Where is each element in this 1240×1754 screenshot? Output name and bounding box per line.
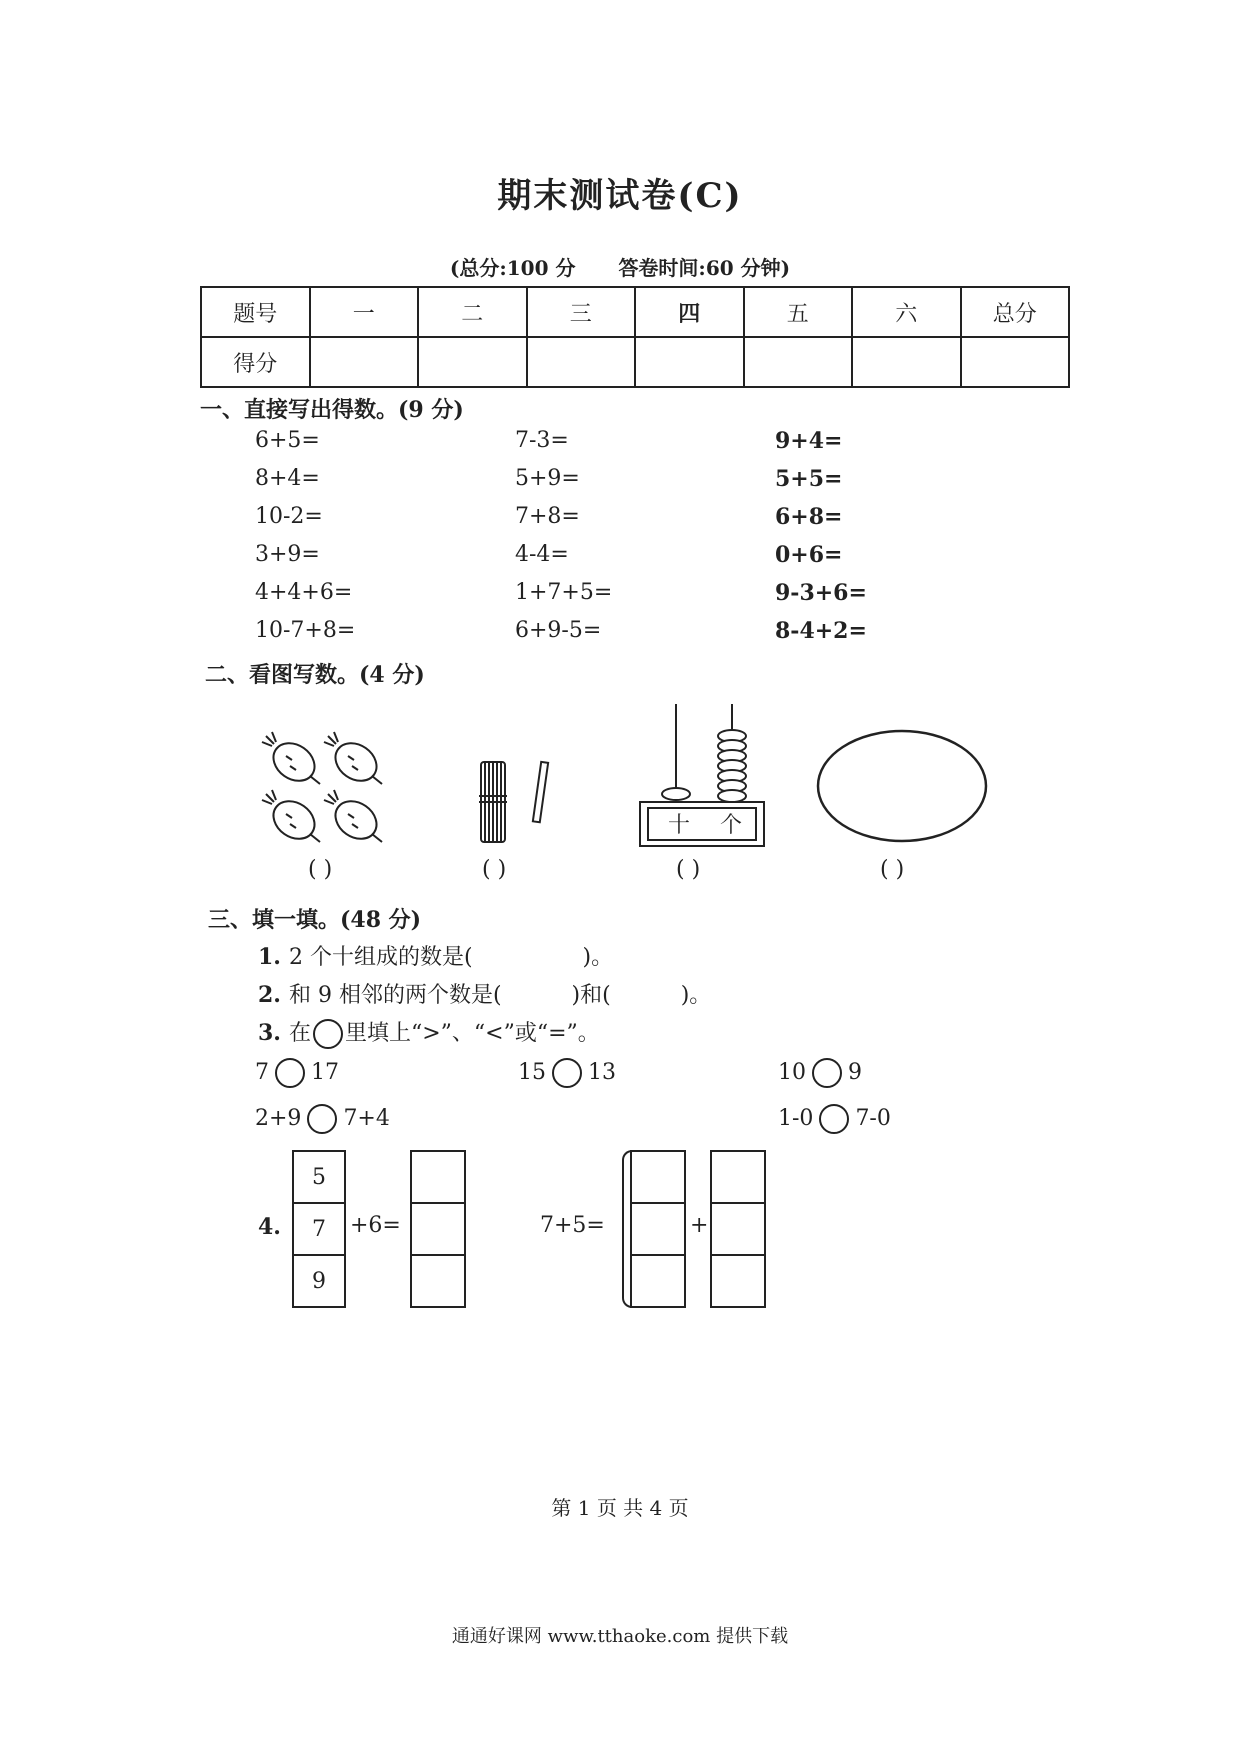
compare-right: 7+4 <box>343 1106 390 1131</box>
answer-box[interactable] <box>412 1152 464 1204</box>
compare-left: 1-0 <box>778 1106 814 1131</box>
sticks-picture <box>475 758 555 850</box>
operator-text: 7+5= <box>540 1213 605 1238</box>
answer-blank[interactable]: ( ) <box>880 857 905 882</box>
score-cell[interactable] <box>418 337 527 387</box>
table-cell: 三 <box>527 287 636 337</box>
table-cell: 题号 <box>201 287 310 337</box>
table-row <box>201 337 1069 387</box>
compare-right: 13 <box>588 1060 616 1085</box>
table-cell: 六 <box>852 287 961 337</box>
arithmetic-item: 5+5= <box>775 466 843 492</box>
answer-box[interactable] <box>632 1204 684 1256</box>
stick-bundle-icon <box>479 762 507 842</box>
arithmetic-item: 6+8= <box>775 504 843 530</box>
compare-circle-input[interactable] <box>552 1058 582 1088</box>
table-cell: 总分 <box>961 287 1070 337</box>
score-cell[interactable] <box>961 337 1070 387</box>
question-3 <box>258 1016 600 1049</box>
answer-box[interactable] <box>712 1204 764 1256</box>
total-score: (总分:100 分 <box>449 256 576 280</box>
arithmetic-item: 7-3= <box>515 428 569 453</box>
arithmetic-item: 10-2= <box>255 504 323 529</box>
answer-blank[interactable]: ( ) <box>676 857 701 882</box>
circle-icon <box>313 1019 343 1049</box>
compare-right: 9 <box>848 1060 862 1085</box>
abacus-ones-label: 个 <box>720 813 743 838</box>
split-column <box>630 1150 686 1308</box>
abacus-icon <box>640 704 764 846</box>
addend-cell: 7 <box>294 1204 344 1256</box>
compare-left: 7 <box>255 1060 269 1085</box>
abacus-tens-label: 十 <box>668 813 691 838</box>
arithmetic-item: 4+4+6= <box>255 580 353 605</box>
table-cell: 五 <box>744 287 853 337</box>
table-cell: 四 <box>635 287 744 337</box>
arithmetic-item: 9-3+6= <box>775 580 867 606</box>
answer-box[interactable] <box>712 1152 764 1204</box>
score-cell[interactable] <box>635 337 744 387</box>
exam-time: 答卷时间:60 分钟) <box>618 256 791 280</box>
question-text: )和( <box>571 983 611 1008</box>
compare-item <box>778 1104 891 1134</box>
arithmetic-item: 8+4= <box>255 466 320 491</box>
table-cell: 一 <box>310 287 419 337</box>
compare-left: 2+9 <box>255 1106 302 1131</box>
exam-info <box>0 252 1240 281</box>
question-1 <box>258 940 613 971</box>
answer-box[interactable] <box>412 1204 464 1256</box>
question-text: )。 <box>582 945 614 970</box>
operator-text: +6= <box>350 1213 401 1238</box>
compare-left: 15 <box>518 1060 546 1085</box>
compare-circle-input[interactable] <box>307 1104 337 1134</box>
question-text: 2 个十组成的数是( <box>288 945 473 970</box>
question-text: 在 <box>288 1021 311 1046</box>
compare-right: 7-0 <box>855 1106 891 1131</box>
answer-box[interactable] <box>412 1256 464 1306</box>
arithmetic-item: 1+7+5= <box>515 580 613 605</box>
compare-circle-input[interactable] <box>819 1104 849 1134</box>
arithmetic-item: 4-4= <box>515 542 569 567</box>
radish-icon <box>324 732 384 789</box>
table-cell: 得分 <box>201 337 310 387</box>
arithmetic-item: 9+4= <box>775 428 843 454</box>
plus-sign: + <box>690 1213 709 1238</box>
question-text: 和 9 相邻的两个数是( <box>288 983 502 1008</box>
compare-circle-input[interactable] <box>275 1058 305 1088</box>
arithmetic-item: 0+6= <box>775 542 843 568</box>
radish-icon <box>324 790 384 847</box>
question-text: 里填上“>”、“<”或“=”。 <box>344 1021 600 1046</box>
arithmetic-item: 6+5= <box>255 428 320 453</box>
page-title: 期末测试卷(C) <box>497 176 743 216</box>
arithmetic-item: 8-4+2= <box>775 618 867 644</box>
section1-heading: 一、直接写出得数。(9 分) <box>200 397 464 423</box>
section2-heading: 二、看图写数。(4 分) <box>205 662 425 688</box>
answer-box[interactable] <box>632 1256 684 1306</box>
table-row <box>201 287 1069 337</box>
addend-column <box>292 1150 346 1308</box>
question-text: )。 <box>680 983 712 1008</box>
arithmetic-item: 5+9= <box>515 466 580 491</box>
table-cell: 二 <box>418 287 527 337</box>
radish-picture <box>258 728 398 852</box>
oval-shape <box>818 731 986 841</box>
compare-item <box>518 1058 616 1088</box>
split-column <box>710 1150 766 1308</box>
addend-cell: 5 <box>294 1152 344 1204</box>
answer-box[interactable] <box>632 1152 684 1204</box>
score-cell[interactable] <box>852 337 961 387</box>
radish-icon <box>262 732 322 789</box>
compare-item <box>255 1058 339 1088</box>
question-number: 1. <box>258 944 281 970</box>
score-cell[interactable] <box>527 337 636 387</box>
question-2 <box>258 978 711 1009</box>
answer-blank[interactable]: ( ) <box>308 857 333 882</box>
result-column <box>410 1150 466 1308</box>
question-number: 3. <box>258 1020 281 1046</box>
score-cell[interactable] <box>310 337 419 387</box>
answer-blank[interactable]: ( ) <box>482 857 507 882</box>
compare-right: 17 <box>311 1060 339 1085</box>
section3-heading: 三、填一填。(48 分) <box>208 907 422 933</box>
question-4-number <box>258 1214 289 1240</box>
compare-item <box>255 1104 390 1134</box>
arithmetic-item: 10-7+8= <box>255 618 356 643</box>
compare-circle-input[interactable] <box>812 1058 842 1088</box>
site-footer: 通通好课网 www.tthaoke.com 提供下载 <box>451 1626 789 1647</box>
score-cell[interactable] <box>744 337 853 387</box>
question-number: 2. <box>258 982 281 1008</box>
arithmetic-item: 3+9= <box>255 542 320 567</box>
arithmetic-item: 6+9-5= <box>515 618 602 643</box>
question-number: 4. <box>258 1214 281 1240</box>
single-stick-icon <box>533 762 548 822</box>
arithmetic-item: 7+8= <box>515 504 580 529</box>
compare-left: 10 <box>778 1060 806 1085</box>
page-number: 第 1 页 共 4 页 <box>551 1496 689 1520</box>
empty-oval-picture <box>815 728 989 844</box>
abacus-picture <box>636 702 768 848</box>
answer-box[interactable] <box>712 1256 764 1306</box>
addend-cell: 9 <box>312 1268 326 1294</box>
radish-icon <box>262 790 322 847</box>
score-table <box>200 286 1070 388</box>
compare-item <box>778 1058 862 1088</box>
